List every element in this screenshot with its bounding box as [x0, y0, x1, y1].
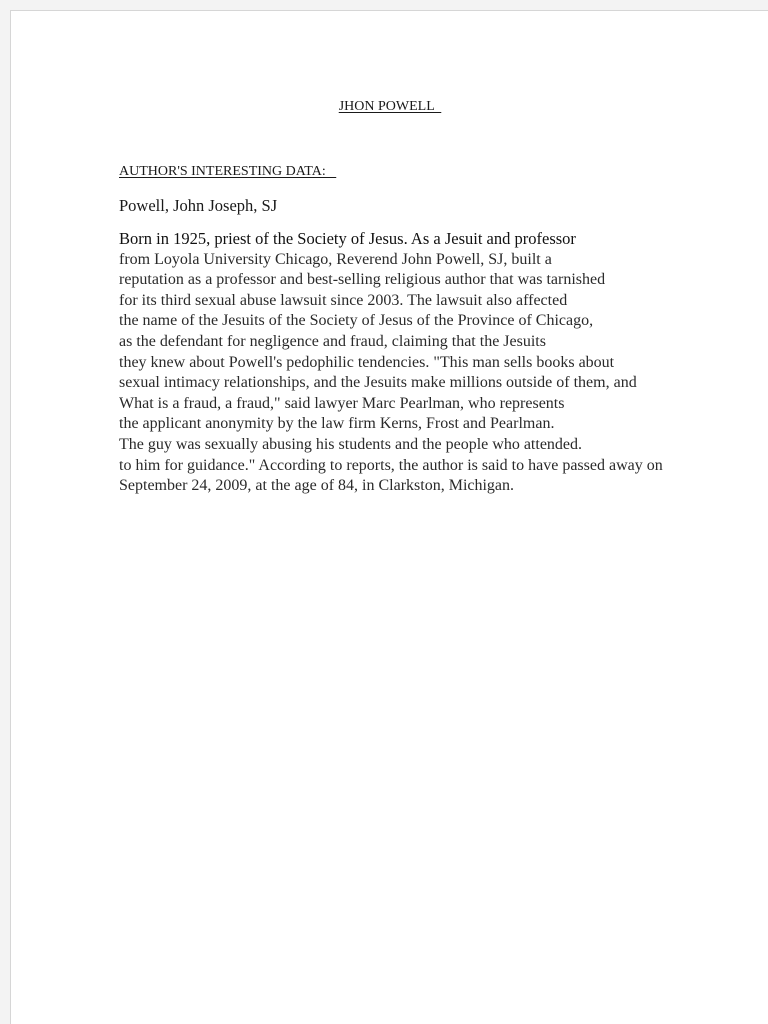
bio-line: as the defendant for negligence and fraud, claiming that the Jesuits [119, 332, 546, 350]
document-title [11, 98, 768, 116]
bio-line: September 24, 2009, at the age of 84, in Clarkston, Michigan. [119, 477, 515, 495]
bio-line: the applicant anonymity by the law firm Kerns, Frost and Pearlman. [119, 415, 555, 433]
bio-line: they knew about Powell's pedophilic tendencies. "This man sells books about [119, 353, 615, 371]
bio-line: for its third sexual abuse lawsuit since 2003. The lawsuit also affected [119, 291, 568, 309]
author-name: Powell, John Joseph, SJ [119, 196, 278, 215]
bio-line: What is a fraud, a fraud," said lawyer Marc Pearlman, who represents [119, 394, 565, 412]
bio-line: to him for guidance." According to reports, the author is said to have passed away on [119, 456, 663, 474]
document-title-text: JHON POWELL [338, 99, 442, 114]
biography-paragraph [119, 229, 663, 497]
bio-line: from Loyola University Chicago, Reverend John Powell, SJ, built a [119, 250, 552, 268]
bio-line: Born in 1925, priest of the Society of Jesus. As a Jesuit and professor [119, 229, 576, 248]
bio-line: sexual intimacy relationships, and the Jesuits make millions outside of them, and [119, 374, 637, 392]
bio-line: reputation as a professor and best-selling religious author that was tarnished [119, 271, 606, 289]
bio-line: The guy was sexually abusing his students and the people who attended. [119, 435, 583, 453]
bio-line: the name of the Jesuits of the Society of Jesus of the Province of Chicago, [119, 312, 594, 330]
section-heading: AUTHOR'S INTERESTING DATA: [119, 164, 337, 179]
document-page [10, 10, 768, 1024]
